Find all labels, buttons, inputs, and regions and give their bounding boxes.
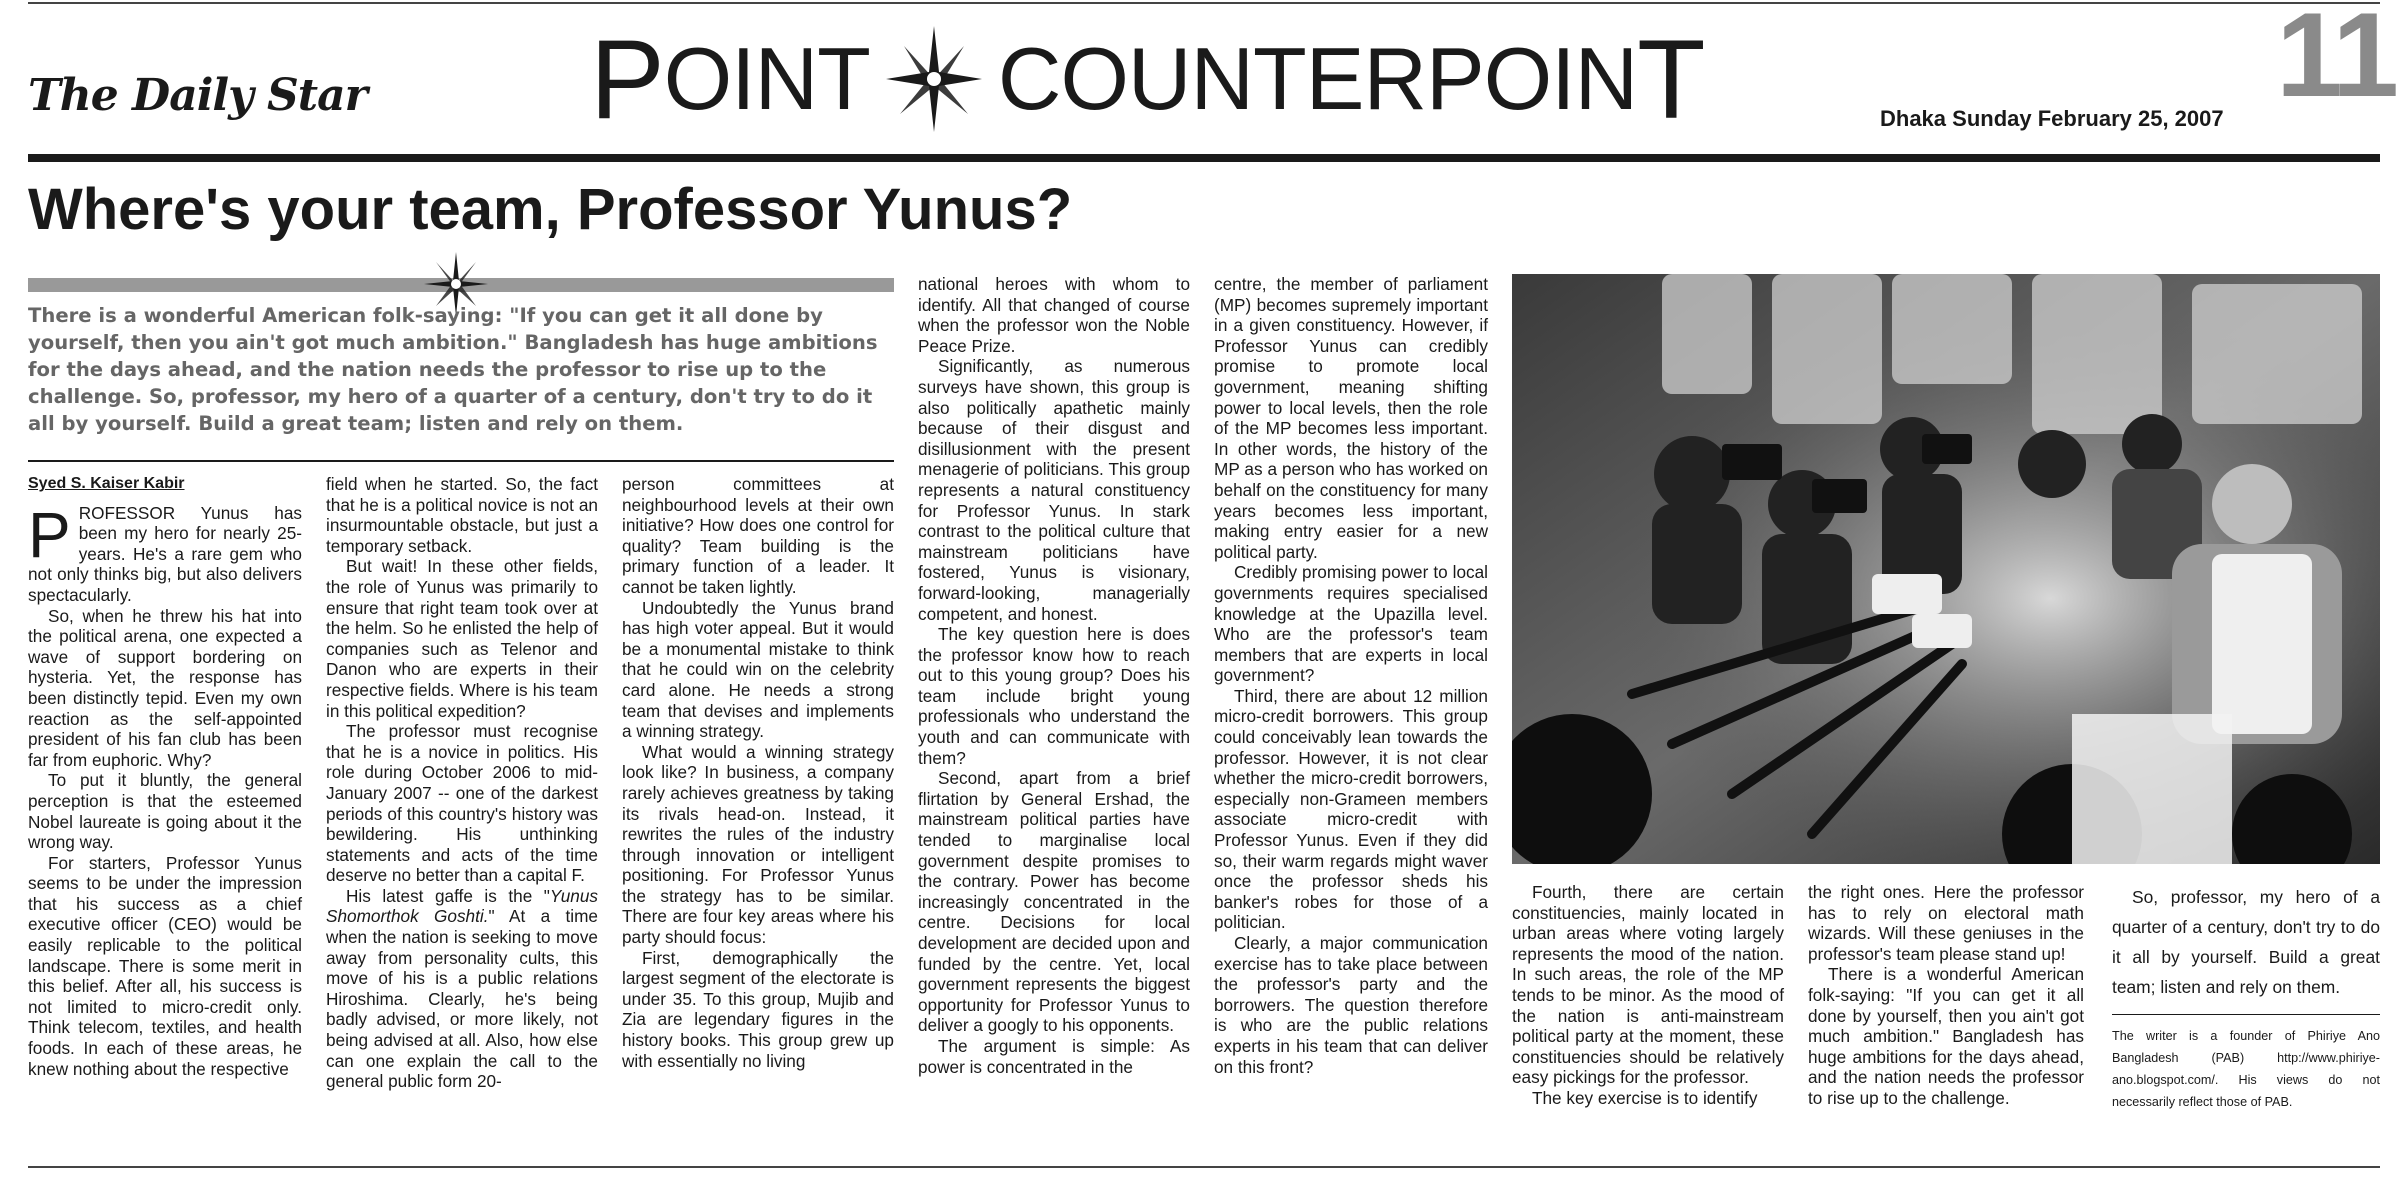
paragraph: the right ones. Here the professor has to rely on electoral math wizards. Will these geniuses in the professor's team please stand up! xyxy=(1808,882,2084,964)
press-conference-photo xyxy=(1512,274,2380,864)
paragraph: So, when he threw his hat into the political arena, one expected a wave of support bordering on hysteria. Yet, the response has been distinctly tepid. Even my own reaction as the self-appointed president of his fan club has been far from euphoric. Why? xyxy=(28,605,302,770)
paragraph: Fourth, there are certain constituencies, mainly located in urban areas where voting largely represents the mood of the nation. In such areas, the role of the MP tends to be minor. As the mood of the nation is anti-mainstream political party at the moment, these constituencies should be relatively easy pickings for the professor. xyxy=(1512,882,1784,1088)
section-title xyxy=(590,14,1830,144)
paragraph: The key question here is does the professor know how to reach out to this young group? Does his team include bright young professionals who understand the youth and can communicate with them? xyxy=(918,624,1190,768)
article-column-7 xyxy=(1808,882,2084,1154)
article-column-5 xyxy=(1214,274,1488,1154)
section-title-first-letter: P xyxy=(590,16,664,142)
compass-star-icon xyxy=(884,24,984,134)
paragraph xyxy=(326,886,598,1092)
deck-rule xyxy=(28,460,894,462)
paragraph: The key exercise is to identify xyxy=(1532,1087,1758,1108)
page-number: 11 xyxy=(2276,0,2395,122)
bottom-rule xyxy=(28,1166,2380,1168)
article-column-6 xyxy=(1512,882,1784,1154)
writer-note-rule xyxy=(2112,1014,2380,1015)
section-title-part1: OINT xyxy=(663,29,870,128)
drop-cap: P xyxy=(28,498,71,571)
paragraph: Third, there are about 12 million micro-credit borrowers. This group could conceivably lean towards the professor. However, it is not clear whether the micro-credit borrowers, especially non-Grameen members associate micro-credit with Professor Yunus. Even if they did so, their warm regards might waver once the professor sheds his banker's robes for those of a politician. xyxy=(1214,685,1488,933)
article-column-2 xyxy=(326,474,598,1154)
dateline xyxy=(1880,106,2224,136)
section-title-part2: COUNTERPOIN xyxy=(997,29,1638,128)
headline: Where's your team, Professor Yunus? xyxy=(28,177,1073,242)
paragraph: Second, apart from a brief flirtation by General Ershad, the mainstream political parties have tended to marginalise local government despite promises to the contrary. Power has become increasingly concentrated in the centre. Decisions for local development are decided upon and funded by the centre. Yet, local government represents the biggest opportunity for Professor Yunus to deliver a googly to his opponents. xyxy=(918,768,1190,1036)
article-column-8 xyxy=(2112,882,2380,1154)
header-rule xyxy=(28,154,2380,162)
newspaper-logo: The Daily Star xyxy=(28,70,367,121)
italic-phrase: Yunus Shomorthok Goshti. xyxy=(326,885,598,927)
paragraph: Clearly, a major communication exercise has to take place between the professor's party and the borrowers. The question therefore is who are the public relations experts in his team that can deliver on this front? xyxy=(1214,933,1488,1077)
paragraph: The professor must recognise that he is a novice in politics. His role during October 2006 to mid-January 2007 -- one of the darkest periods of this country's history was bewildering. His unthinking statements and acts of the time deserve no better than a capital F. xyxy=(326,721,598,886)
dateline-date: February 25, 2007 xyxy=(2037,106,2224,131)
dateline-city-day: Dhaka Sunday xyxy=(1880,106,2032,131)
paragraph: First, demographically the largest segment of the electorate is under 35. To this group, Mujib and Zia are legendary figures in the history books. This group grew up with essentially no living xyxy=(622,947,894,1071)
article-column-1 xyxy=(28,474,302,1154)
article-column-3 xyxy=(622,474,894,1154)
section-title-last-letter: T xyxy=(1637,16,1705,142)
paragraph: The argument is simple: As power is concentrated in the xyxy=(918,1035,1190,1077)
byline: Syed S. Kaiser Kabir xyxy=(28,475,185,492)
paragraph-text: " At a time when the nation is seeking to move away from personality cults, this move of his is a public relations Hiroshima. Clearly, he's being badly advised, or more likely, not being advised at all. Also, how else can one explain the call to the general public form 20- xyxy=(326,906,598,1092)
paragraph: national heroes with whom to identify. All that changed of course when the professor won the Noble Peace Prize. xyxy=(918,274,1190,356)
paragraph-text: His latest gaffe is the " xyxy=(346,885,550,906)
paragraph: What would a winning strategy look like? In business, a company rarely achieves greatness by taking its rivals head-on. Instead, it rewrites the rules of the industry through innovation or intelligent positioning. For Professor Yunus the strategy has to be similar. There are four key areas where his party should focus: xyxy=(622,741,894,948)
writer-note: The writer is a founder of Phiriye Ano Bangladesh (PAB) http://www.phiriye-ano.blogspot.com/. His views do not necessarily reflect those of PAB. xyxy=(2112,1029,2380,1109)
article-column-4 xyxy=(918,274,1190,1154)
article-deck: There is a wonderful American folk-saying: "If you can get it all done by yourself, then you ain't got much ambition." Bangladesh has huge ambitions for the days ahead, and the nation needs the professor to rise up to the challenge. So, professor, my hero of a quarter of a century, don't try to do it all by yourself. Build a great team; listen and rely on them. xyxy=(28,304,878,435)
paragraph: field when he started. So, the fact that he is a political novice is not an insurmountable obstacle, but just a temporary setback. xyxy=(326,474,598,556)
paragraph: Undoubtedly the Yunus brand has high voter appeal. But it would be a monumental mistake to think that he could win on the celebrity card alone. He needs a strong team that devises and implements a winning strategy. xyxy=(622,597,894,742)
paragraph: But wait! In these other fields, the role of Yunus was primarily to ensure that right team took over at the helm. So he enlisted the help of companies such as Telenor and Danon who are experts in their respective fields. Where is his team in this political expedition? xyxy=(326,556,598,721)
first-paragraph xyxy=(28,498,302,606)
paragraph: Credibly promising power to local governments requires specialised knowledge at the Upazilla level. Who are the professor's team members that are experts in local government? xyxy=(1214,562,1488,686)
paragraph: centre, the member of parliament (MP) becomes supremely important in a given constituency. However, if Professor Yunus can credibly promise to promote local government, meaning shifting power to local levels, then the role of the MP becomes less important. In other words, the history of the MP as a person who has worked on behalf on the constituency for many years becomes less important, making entry easier for a new political party. xyxy=(1214,274,1488,562)
paragraph: person committees at neighbourhood levels at their own initiative? How does one control for quality? Team building is the primary function of a leader. It cannot be taken lightly. xyxy=(622,474,894,597)
top-rule xyxy=(28,2,2380,4)
paragraph: There is a wonderful American folk-saying: "If you can get it all done by yourself, then you ain't got much ambition." Bangladesh has huge ambitions for the days ahead, and the nation needs the professor to rise up to the challenge. xyxy=(1808,964,2084,1108)
paragraph: To put it bluntly, the general perception is that the esteemed Nobel laureate is going about it the wrong way. xyxy=(28,770,302,853)
paragraph: For starters, Professor Yunus seems to be under the impression that his success as a chief executive officer (CEO) would be easily replicable to the political landscape. There is some merit in this belief. After all, his success is not limited to micro-credit only. Think telecom, textiles, and health foods. In each of these areas, he knew nothing about the respective xyxy=(28,852,302,1079)
paragraph: Significantly, as numerous surveys have shown, this group is also politically apathetic mainly because of their disgust and disillusionment with the present menagerie of politicians. This group represents a natural constituency for Professor Yunus. In stark contrast to the political culture that mainstream politicians have fostered, Yunus is visionary, forward-looking, managerially competent, and honest. xyxy=(918,356,1190,624)
photo-illustration xyxy=(1512,274,2380,864)
first-paragraph-text: ROFESSOR Yunus has been my hero for nearly 25-years. He's a rare gem who not only thinks big, but also delivers spectacularly. xyxy=(28,502,302,605)
closing-paragraph: So, professor, my hero of a quarter of a century, don't try to do it all by yourself. Build a great team; listen and rely on them. xyxy=(2112,887,2380,997)
